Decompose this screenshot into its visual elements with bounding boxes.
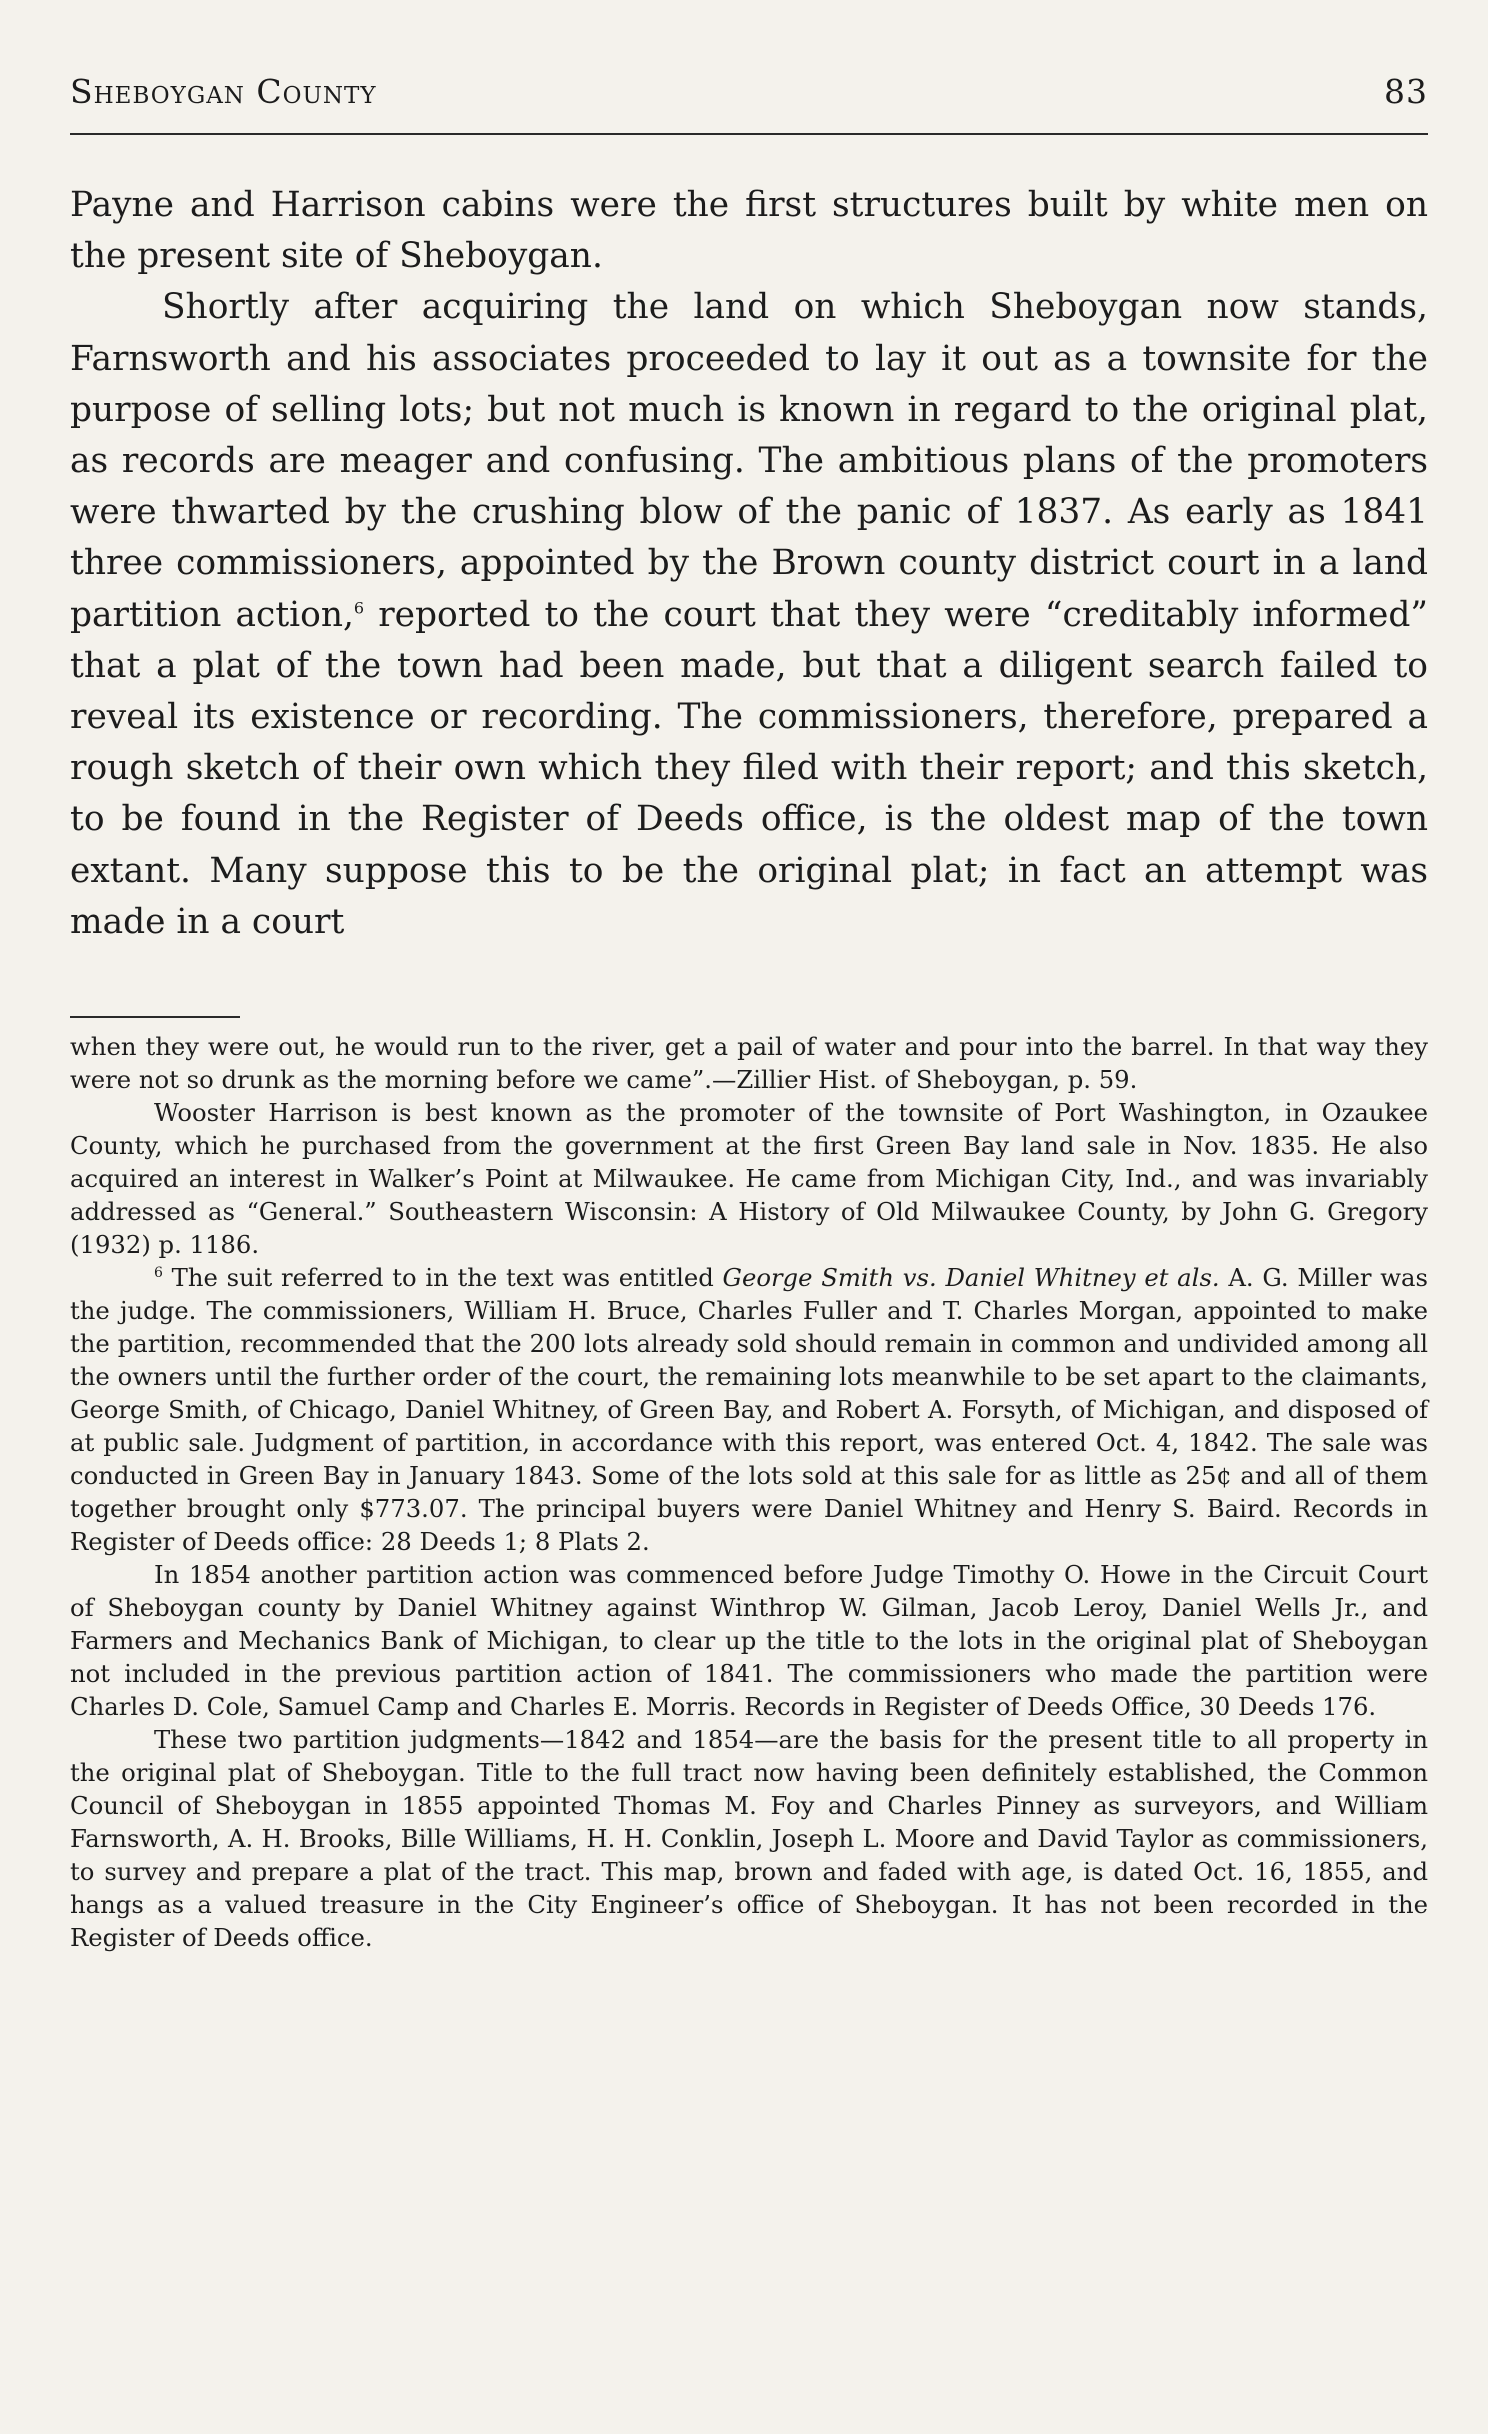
running-title: Sheboygan County bbox=[70, 72, 377, 111]
main-text bbox=[70, 180, 1428, 948]
header-rule bbox=[70, 133, 1428, 135]
footnote bbox=[70, 1261, 1428, 1558]
footnote-text: The suit referred to in the text was entitled bbox=[162, 1263, 723, 1292]
paragraph bbox=[70, 282, 1428, 948]
footnote: Wooster Harrison is best known as the promoter of the townsite of Port Washington, in Ozaukee County, which he purchased from the government at the first Green Bay land sale in Nov. 1835. He also acquired an interest in Walker’s Point at Milwaukee. He came from Michigan City, Ind., and was invariably addressed as “General.” Southeastern Wisconsin: A History of Old Milwaukee County, by John G. Gregory (1932) p. 1186. bbox=[70, 1098, 1428, 1259]
page-number: 83 bbox=[1384, 72, 1428, 111]
paragraph: Payne and Harrison cabins were the first structures built by white men on the present site of Sheboygan. bbox=[70, 185, 1428, 277]
footnote-marker: 6 bbox=[154, 1264, 163, 1281]
case-title: George Smith vs. Daniel Whitney et als. bbox=[722, 1263, 1220, 1292]
footnote-rule bbox=[70, 1016, 240, 1018]
footnotes bbox=[70, 1030, 1428, 1954]
footnote: In 1854 another partition action was commenced before Judge Timothy O. Howe in the Circuit Court of Sheboygan county by Daniel Whitney against Winthrop W. Gilman, Jacob Leroy, Daniel Wells Jr., and Farmers and Mechanics Bank of Michigan, to clear up the title to the lots in the original plat of Sheboygan not included in the previous partition action of 1841. The commissioners who made the partition were Charles D. Cole, Samuel Camp and Charles E. Morris. Records in Register of Deeds Office, 30 Deeds 176. bbox=[70, 1560, 1428, 1721]
footnote: These two partition judgments—1842 and 1854—are the basis for the present title to all property in the original plat of Sheboygan. Title to the full tract now having been definitely established, the Common Council of Sheboygan in 1855 appointed Thomas M. Foy and Charles Pinney as surveyors, and William Farnsworth, A. H. Brooks, Bille Williams, H. H. Conklin, Joseph L. Moore and David Taylor as commissioners, to survey and prepare a plat of the tract. This map, brown and faded with age, is dated Oct. 16, 1855, and hangs as a valued treasure in the City Engineer’s office of Sheboygan. It has not been recorded in the Register of Deeds office. bbox=[70, 1725, 1428, 1952]
footnote-text: A. G. Miller was the judge. The commissioners, William H. Bruce, Charles Fuller and T. Charles Morgan, appointed to make the partition, recommended that the 200 lots already sold should remain in common and undivided among all the owners until the further order of the court, the remaining lots meanwhile to be set apart to the claimants, George Smith, of Chicago, Daniel Whitney, of Green Bay, and Robert A. Forsyth, of Michigan, and disposed of at public sale. Judgment of partition, in accordance with this report, was entered Oct. 4, 1842. The sale was conducted in Green Bay in January 1843. Some of the lots sold at this sale for as little as 25¢ and all of them together brought only $773.07. The principal buyers were Daniel Whitney and Henry S. Baird. Records in Register of Deeds office: 28 Deeds 1; 8 Plats 2. bbox=[70, 1263, 1428, 1556]
paragraph-text: reported to the court that they were “creditably informed” that a plat of the town had been made, but that a diligent search failed to reveal its existence or recording. The commissioners, therefore, prepared a rough sketch of their own which they filed with their report; and this sketch, to be found in the Register of Deeds office, is the oldest map of the town extant. Many suppose this to be the original plat; in fact an attempt was made in a court bbox=[70, 594, 1428, 942]
footnote: when they were out, he would run to the river, get a pail of water and pour into the barrel. In that way they were not so drunk as the morning before we came”.—Zillier Hist. of Sheboygan, p. 59. bbox=[70, 1032, 1428, 1094]
footnote-marker: 6 bbox=[353, 598, 365, 618]
running-header bbox=[70, 72, 1428, 111]
paragraph-text: Shortly after acquiring the land on which Sheboygan now stands, Farnsworth and his associates proceeded to lay it out as a townsite for the purpose of selling lots; but not much is known in regard to the original plat, as records are meager and confusing. The ambitious plans of the promoters were thwarted by the crushing blow of the panic of 1837. As early as 1841 three commissioners, appointed by the Brown county district court in a land partition action, bbox=[70, 287, 1428, 635]
